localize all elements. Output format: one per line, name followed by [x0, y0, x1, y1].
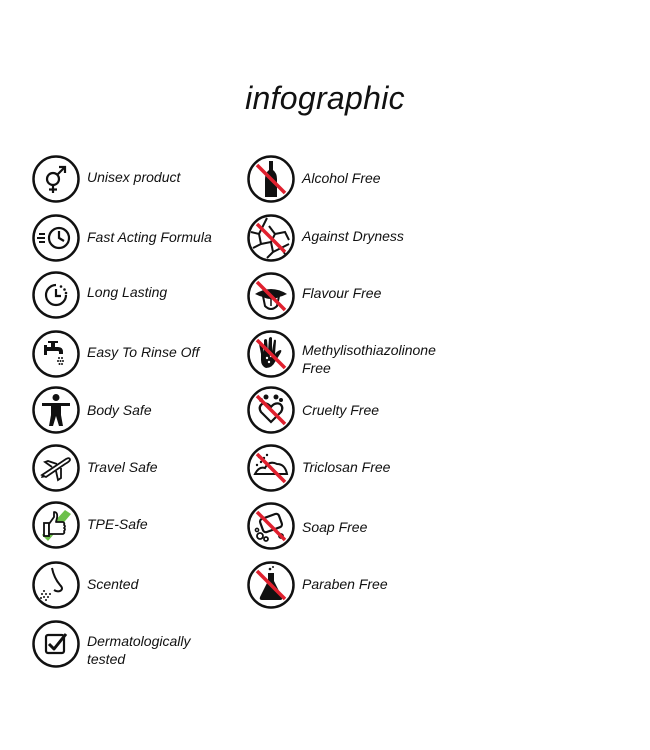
- thumbs-up-icon: [32, 501, 80, 549]
- feature-label: Triclosan Free: [302, 459, 391, 475]
- fast-clock-icon: [32, 214, 80, 262]
- no-soap-icon: [247, 502, 295, 550]
- page-title: infographic: [245, 80, 405, 116]
- feature-label: Body Safe: [87, 402, 152, 418]
- checkbox-icon: [32, 620, 80, 668]
- faucet-icon: [32, 330, 80, 378]
- feature-label: Dermatologically tested: [87, 633, 191, 667]
- feature-label: Travel Safe: [87, 459, 158, 475]
- feature-label: Alcohol Free: [302, 170, 381, 186]
- gender-icon: [32, 155, 80, 203]
- feature-label: Methylisothiazolinone Free: [302, 342, 436, 376]
- feature-label: Scented: [87, 576, 139, 592]
- feature-label: Cruelty Free: [302, 402, 380, 418]
- feature-label: Paraben Free: [302, 576, 388, 592]
- long-lasting-clock-icon: [32, 271, 80, 319]
- no-paraben-icon: [247, 561, 295, 609]
- no-alcohol-icon: [247, 155, 295, 203]
- nose-icon: [32, 561, 80, 609]
- feature-label: Fast Acting Formula: [87, 229, 212, 245]
- cruelty-free-icon: [247, 386, 295, 434]
- no-dryness-icon: [247, 214, 295, 262]
- no-triclosan-icon: [247, 444, 295, 492]
- feature-label: Flavour Free: [302, 285, 382, 301]
- feature-label: Soap Free: [302, 519, 368, 535]
- airplane-icon: [32, 444, 80, 492]
- no-flavour-icon: [247, 272, 295, 320]
- feature-label: Unisex product: [87, 169, 181, 185]
- body-icon: [32, 386, 80, 434]
- feature-label: Easy To Rinse Off: [87, 344, 200, 360]
- feature-label: TPE-Safe: [87, 516, 148, 532]
- feature-label: Long Lasting: [87, 284, 168, 300]
- feature-label: Against Dryness: [302, 228, 404, 244]
- no-mit-icon: [247, 330, 295, 378]
